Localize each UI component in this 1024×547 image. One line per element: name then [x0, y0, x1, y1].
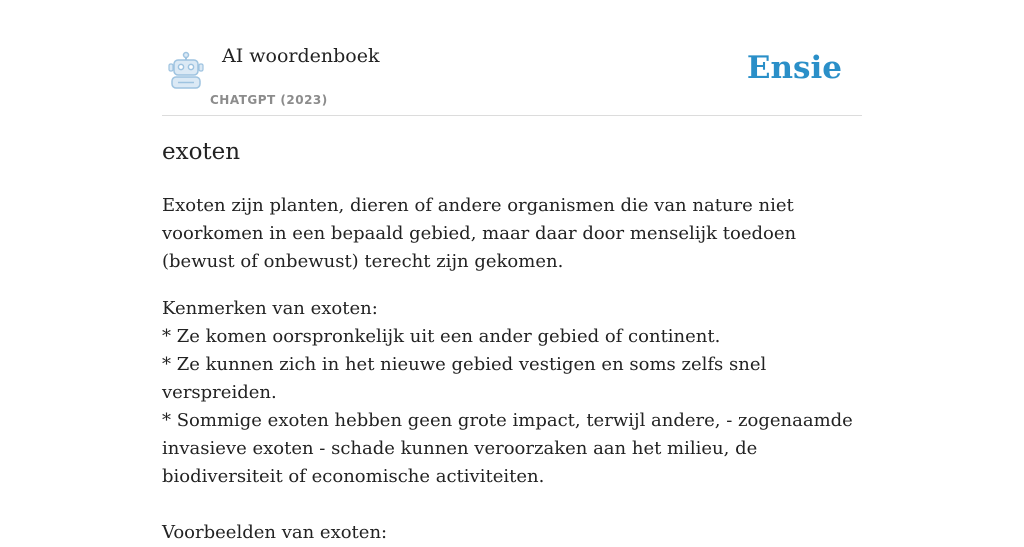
brand-logo[interactable]: Ensie: [746, 50, 842, 86]
characteristic-item: * Sommige exoten hebben geen grote impact, terwijl andere, - zogenaamde invasieve exoten - schade kunnen veroorzaken aan het milieu, de biodiversiteit of economische activiteiten.: [162, 410, 853, 487]
paragraph-spacer: [162, 491, 862, 519]
source-subtitle: CHATGPT (2023): [210, 93, 328, 107]
entry-term: exoten: [162, 139, 241, 165]
dictionary-card: [162, 0, 862, 543]
characteristic-item: * Ze kunnen zich in het nieuwe gebied vestigen en soms zelfs snel verspreiden.: [162, 354, 767, 403]
card-header: [162, 0, 862, 116]
source-title[interactable]: AI woordenboek: [222, 45, 380, 67]
entry-body: [162, 192, 862, 547]
characteristics-block: [162, 295, 862, 491]
characteristic-item: * Ze komen oorspronkelijk uit een ander gebied of continent.: [162, 326, 721, 347]
examples-heading: Voorbeelden van exoten:: [162, 522, 388, 543]
robot-icon: [166, 52, 206, 90]
entry-definition: Exoten zijn planten, dieren of andere organismen die van nature niet voorkomen in een bepaald gebied, maar daar door menselijk toedoen (bewust of onbewust) terecht zijn gekomen.: [162, 195, 797, 272]
characteristics-heading: Kenmerken van exoten:: [162, 298, 378, 319]
